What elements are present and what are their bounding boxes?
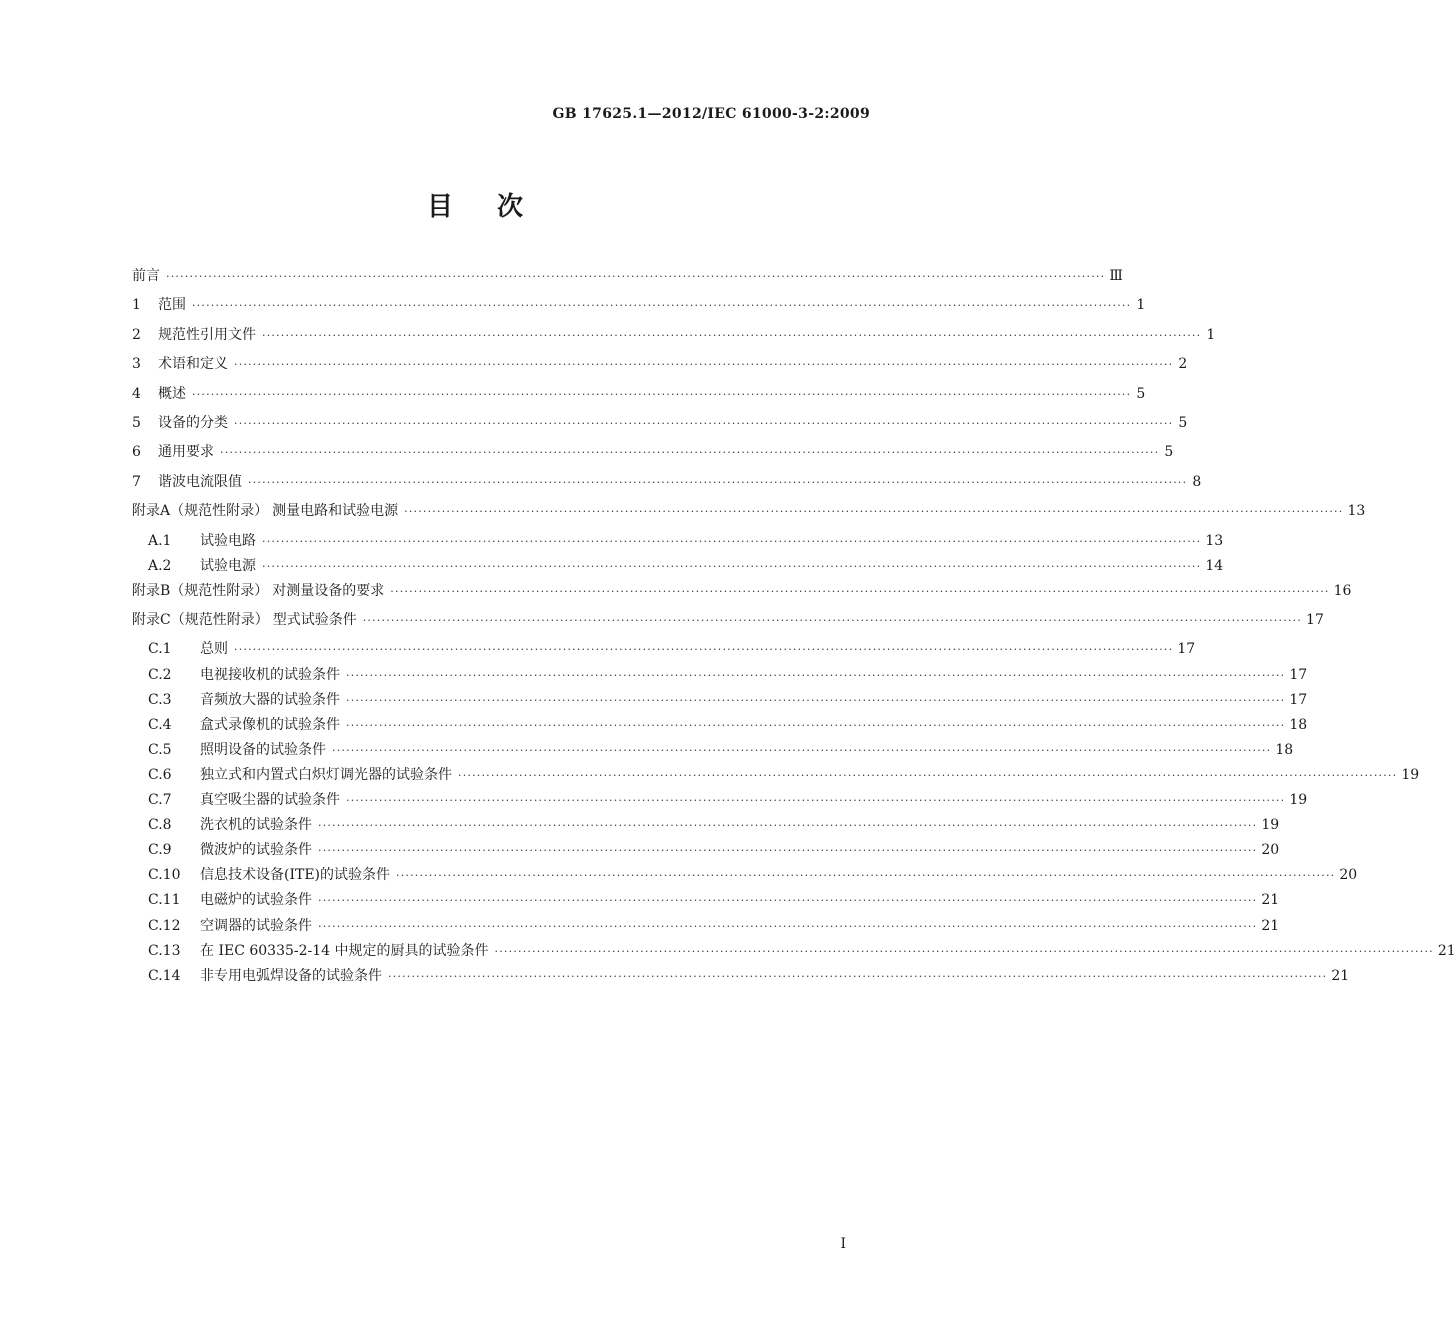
toc-entry-number: C.5 <box>148 741 172 758</box>
toc-entry-number: C.1 <box>148 641 172 658</box>
toc-entry-label: 测量电路和试验电源 <box>272 503 399 520</box>
toc-entry-number: C.7 <box>148 792 172 809</box>
toc-entry[interactable] <box>132 354 1188 383</box>
toc-entry-number: C.6 <box>148 766 172 783</box>
toc-entry[interactable] <box>132 384 1146 413</box>
toc-entry[interactable] <box>132 941 1456 966</box>
dot-leader: ········································································································································································································ <box>192 387 1132 401</box>
toc-entry-page: 18 <box>1289 716 1308 733</box>
dot-leader: ········································································································································································································ <box>318 894 1258 908</box>
toc-entry-page: 19 <box>1261 817 1280 834</box>
dot-leader: ········································································································································································································ <box>388 969 1328 983</box>
dot-leader: ········································································································································································································ <box>346 693 1286 707</box>
dot-leader: ········································································································································································································ <box>396 869 1336 883</box>
dot-leader: ········································································································································································································ <box>458 768 1398 782</box>
toc-entry[interactable] <box>132 442 1174 471</box>
dot-leader: ········································································································································································································ <box>220 446 1160 460</box>
toc-entry-number: 1 <box>132 297 141 314</box>
dot-leader: ········································································································································································································ <box>318 844 1258 858</box>
toc-entry-page: 5 <box>1164 444 1174 461</box>
toc-entry[interactable] <box>132 665 1308 690</box>
dot-leader: ········································································································································································································ <box>234 416 1174 430</box>
dot-leader: ········································································································································································································ <box>346 718 1286 732</box>
toc-entry-page: 13 <box>1347 503 1366 520</box>
toc-entry-label: 电视接收机的试验条件 <box>200 666 340 683</box>
toc-entry-page: 21 <box>1437 942 1456 959</box>
toc-entry-label: 在 IEC 60335-2-14 中规定的厨具的试验条件 <box>200 942 489 959</box>
toc-entry-number: 2 <box>132 326 141 343</box>
dot-leader: ········································································································································································································ <box>234 358 1174 372</box>
toc-entry-number: C.2 <box>148 666 172 683</box>
toc-entry-label: 规范性引用文件 <box>158 326 256 343</box>
toc-entry-label: 概述 <box>158 385 186 402</box>
toc-entry-number: C.9 <box>148 842 172 859</box>
toc-entry-label: 前言 <box>132 268 160 284</box>
toc-entry-label: 音频放大器的试验条件 <box>200 691 340 708</box>
toc-entry[interactable] <box>132 865 1358 890</box>
toc-entry-label: 盒式录像机的试验条件 <box>200 716 340 733</box>
toc-entry-page: 13 <box>1205 532 1224 549</box>
toc-entry[interactable] <box>132 765 1420 790</box>
toc-entry-page: 2 <box>1178 356 1188 373</box>
toc-entry-label: 非专用电弧焊设备的试验条件 <box>200 967 382 984</box>
toc-entry-page: 17 <box>1289 666 1308 683</box>
toc-entry-label: 试验电路 <box>200 532 256 549</box>
toc-entry-number: 附录A（规范性附录） <box>132 503 269 520</box>
toc-entry-page: 5 <box>1136 385 1146 402</box>
toc-entry[interactable] <box>132 815 1280 840</box>
toc-entry-label: 试验电源 <box>200 557 256 574</box>
toc-entry-number: C.3 <box>148 691 172 708</box>
toc-entry-number: C.4 <box>148 716 172 733</box>
toc-entry-page: 19 <box>1289 792 1308 809</box>
toc-entry[interactable] <box>132 639 1196 664</box>
page-number: I <box>840 1236 846 1252</box>
toc-entry[interactable] <box>132 472 1202 501</box>
toc-entry-number: 3 <box>132 356 141 373</box>
toc-entry-label: 对测量设备的要求 <box>272 582 385 599</box>
toc-entry[interactable] <box>132 715 1308 740</box>
toc-entry-number: C.12 <box>148 917 181 934</box>
dot-leader: ········································································································································································································ <box>332 743 1272 757</box>
toc-entry[interactable] <box>132 966 1350 991</box>
toc-entry[interactable] <box>132 840 1280 865</box>
dot-leader: ········································································································································································································ <box>318 919 1258 933</box>
toc-entry-label: 术语和定义 <box>158 356 228 373</box>
toc-entry-number: 4 <box>132 385 141 402</box>
toc-entry-page: 5 <box>1178 414 1188 431</box>
toc-entry[interactable] <box>132 740 1294 765</box>
toc-entry-page: 17 <box>1306 612 1324 629</box>
dot-leader: ········································································································································································································ <box>262 559 1202 573</box>
toc-entry-label: 微波炉的试验条件 <box>200 842 312 859</box>
dot-leader: ········································································································································································································ <box>494 944 1434 958</box>
toc-entry-number: 附录C（规范性附录） <box>132 612 269 629</box>
toc-entry-page: 17 <box>1177 641 1196 658</box>
toc-entry-label: 独立式和内置式白炽灯调光器的试验条件 <box>200 766 452 783</box>
toc-entry-number: C.11 <box>148 892 181 909</box>
toc-entry-number: 6 <box>132 444 141 461</box>
toc-entry-label: 通用要求 <box>158 444 214 461</box>
toc-entry-number: C.13 <box>148 942 181 959</box>
toc-entry[interactable] <box>132 295 1146 324</box>
toc-entry-label: 照明设备的试验条件 <box>200 741 326 758</box>
toc-entry[interactable] <box>132 610 1324 639</box>
toc-entry-label: 真空吸尘器的试验条件 <box>200 792 340 809</box>
toc-entry-number: 附录B（规范性附录） <box>132 582 269 599</box>
toc-entry-page: 14 <box>1205 557 1224 574</box>
toc-entry[interactable] <box>132 790 1308 815</box>
toc-entry-number: C.8 <box>148 817 172 834</box>
toc-entry-label: 设备的分类 <box>158 414 228 431</box>
toc-entry-page: 21 <box>1331 967 1350 984</box>
toc-entry-label: 电磁炉的试验条件 <box>200 892 312 909</box>
toc-entry-label: 型式试验条件 <box>272 612 357 629</box>
toc-entry[interactable] <box>132 531 1224 556</box>
dot-leader: ········································································································································································································ <box>166 270 1106 283</box>
dot-leader: ········································································································································································································ <box>192 299 1132 313</box>
toc-entry-number: A.1 <box>148 532 172 549</box>
dot-leader: ········································································································································································································ <box>390 584 1330 598</box>
toc-entry-number: C.14 <box>148 967 181 984</box>
toc-entry-page: 20 <box>1339 867 1358 884</box>
toc-entry-label: 洗衣机的试验条件 <box>200 817 312 834</box>
dot-leader: ········································································································································································································ <box>318 819 1258 833</box>
dot-leader: ········································································································································································································ <box>262 534 1202 548</box>
toc-entry-number: 5 <box>132 414 141 431</box>
toc-entry-page: 18 <box>1275 741 1294 758</box>
toc-entry-page: 20 <box>1261 842 1280 859</box>
toc-entry[interactable] <box>132 556 1224 581</box>
toc-entry[interactable] <box>132 501 1366 530</box>
dot-leader: ········································································································································································································ <box>346 794 1286 808</box>
dot-leader: ········································································································································································································ <box>234 643 1174 657</box>
toc-entry-label: 总则 <box>200 641 228 658</box>
toc-entry[interactable] <box>132 581 1352 610</box>
toc-entry-page: 19 <box>1401 766 1420 783</box>
toc-entry-label: 谐波电流限值 <box>158 473 242 490</box>
standard-number: GB 17625.1—2012/IEC 61000-3-2:2009 <box>552 106 870 122</box>
dot-leader: ········································································································································································································ <box>362 614 1303 628</box>
toc-entry-page: 8 <box>1192 473 1202 490</box>
toc-entry[interactable] <box>132 266 1123 295</box>
dot-leader: ········································································································································································································ <box>262 328 1202 342</box>
toc-entry-number: 7 <box>132 473 141 490</box>
toc-entry-page: Ⅲ <box>1109 268 1123 284</box>
page-title: 目次 <box>426 192 567 222</box>
toc-entry-page: 1 <box>1136 297 1146 314</box>
toc-entry[interactable] <box>132 890 1280 915</box>
toc-entry-label: 范围 <box>158 297 186 314</box>
dot-leader: ········································································································································································································ <box>346 668 1286 682</box>
toc-entry-page: 21 <box>1261 917 1280 934</box>
toc-entry-label: 空调器的试验条件 <box>200 917 312 934</box>
toc-entry-page: 21 <box>1261 892 1280 909</box>
table-of-contents <box>132 266 1456 991</box>
toc-entry-number: C.10 <box>148 867 181 884</box>
toc-entry-page: 16 <box>1333 582 1352 599</box>
toc-entry[interactable] <box>132 413 1188 442</box>
dot-leader: ········································································································································································································ <box>404 505 1344 519</box>
toc-entry-number: A.2 <box>148 557 172 574</box>
toc-entry-page: 1 <box>1206 326 1216 343</box>
toc-entry-label: 信息技术设备(ITE)的试验条件 <box>200 867 391 884</box>
toc-entry[interactable] <box>132 690 1308 715</box>
dot-leader: ········································································································································································································ <box>248 475 1188 489</box>
toc-entry[interactable] <box>132 325 1216 354</box>
toc-entry[interactable] <box>132 916 1280 941</box>
toc-entry-page: 17 <box>1289 691 1308 708</box>
